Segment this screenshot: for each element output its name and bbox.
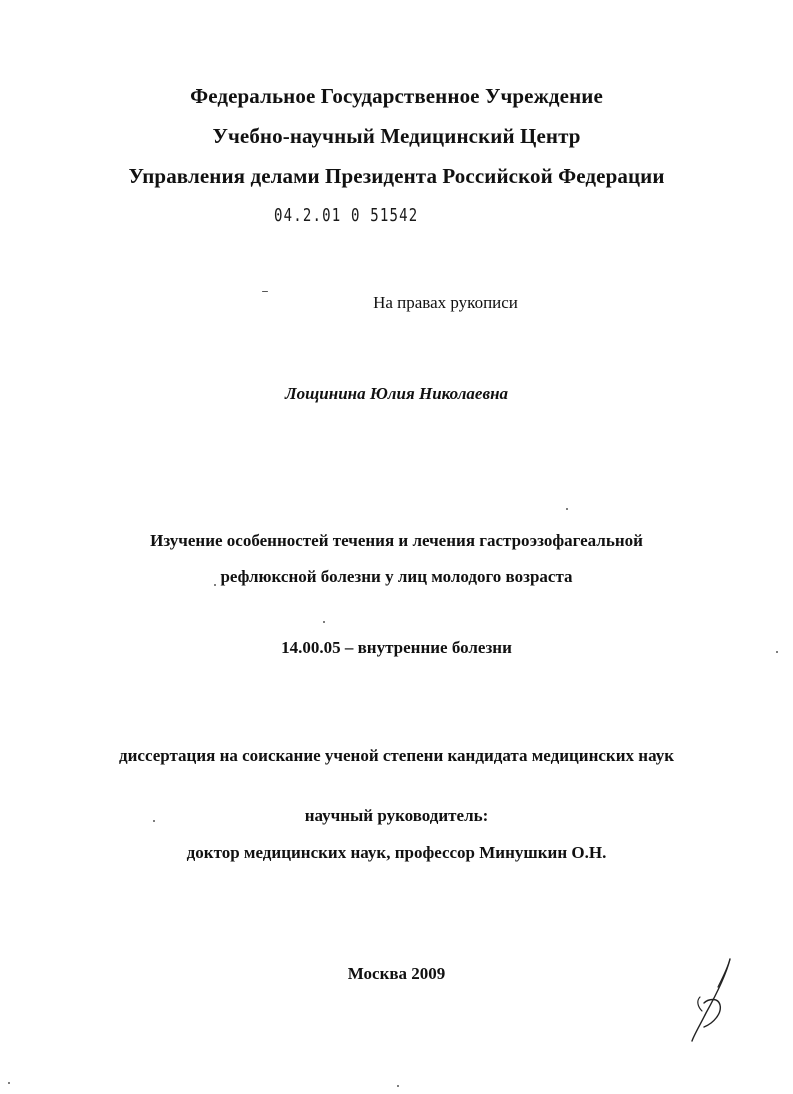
header-line-2: Учебно-научный Медицинский Центр xyxy=(212,124,581,148)
header-line-1: Федеральное Государственное Учреждение xyxy=(190,84,603,108)
author-name: Лощинина Юлия Николаевна xyxy=(284,384,509,403)
degree-statement: диссертация на соискание ученой степени кандидата медицинских наук xyxy=(119,746,674,765)
handwritten-signature xyxy=(678,955,748,1045)
thesis-title-line-1: Изучение особенностей течения и лечения гастроэзофагеальной xyxy=(150,531,643,550)
scan-speck xyxy=(214,584,216,586)
supervisor-label: научный руководитель: xyxy=(304,806,489,825)
scan-speck xyxy=(262,291,268,292)
place-year: Москва 2009 xyxy=(347,964,446,983)
scan-speck xyxy=(566,508,568,510)
scan-speck xyxy=(8,1082,10,1084)
header-line-3: Управления делами Президента Российской Федерации xyxy=(128,164,665,188)
specialty-code: 14.00.05 – внутренние болезни xyxy=(281,638,512,657)
manuscript-note: На правах рукописи xyxy=(373,293,518,312)
registration-stamp: 04.2.01 0 51542 xyxy=(274,205,419,226)
thesis-title-line-2: рефлюксной болезни у лиц молодого возраста xyxy=(220,567,573,586)
supervisor-name: доктор медицинских наук, профессор Минушкин О.Н. xyxy=(186,843,607,862)
scan-speck xyxy=(776,651,778,653)
scan-speck xyxy=(323,621,325,623)
scan-speck xyxy=(153,820,155,822)
scan-speck xyxy=(397,1085,399,1087)
